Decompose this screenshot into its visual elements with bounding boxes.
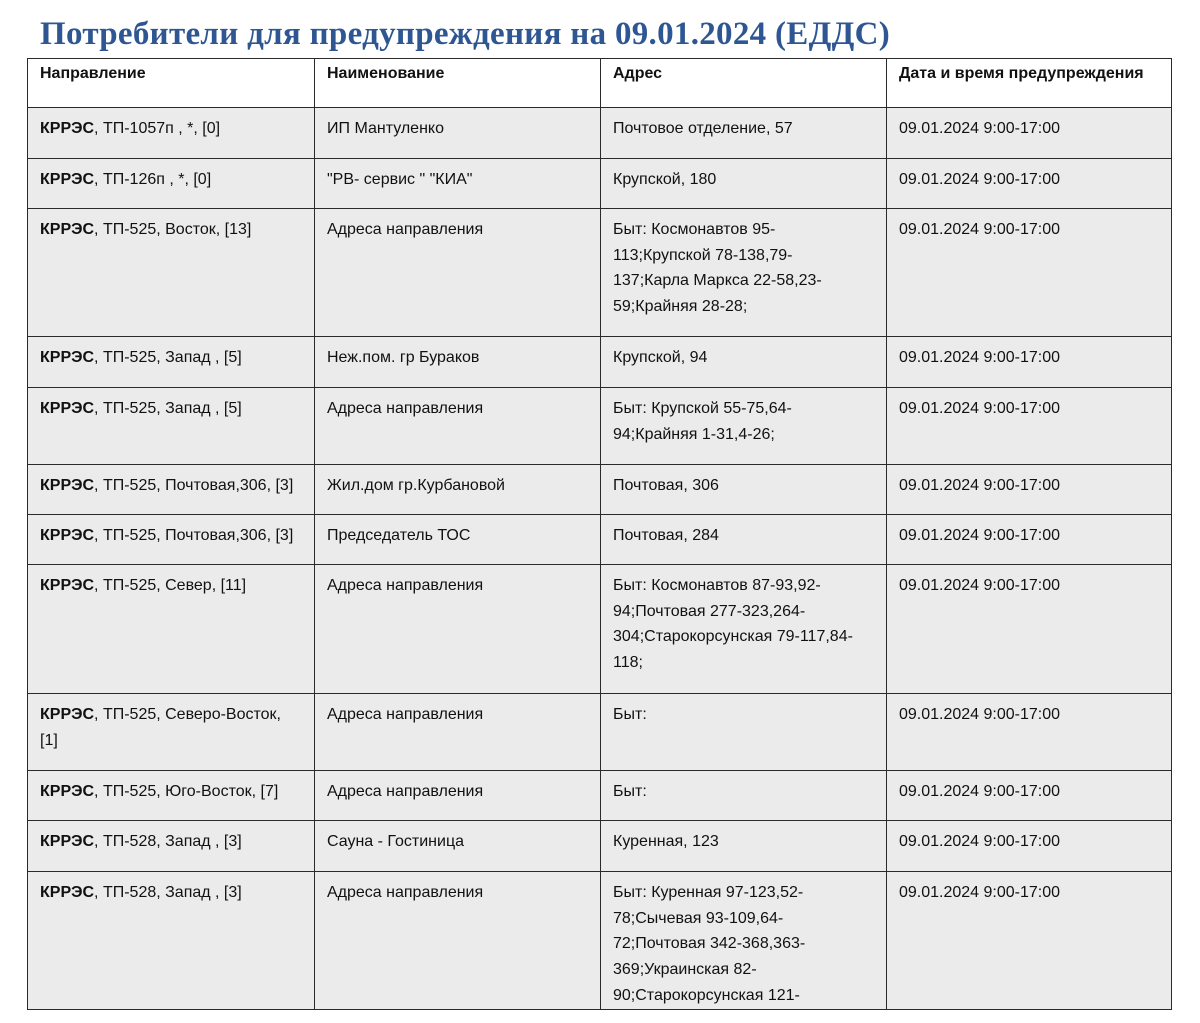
- direction-company: КРРЭС: [40, 833, 95, 850]
- direction-company: КРРЭС: [40, 783, 95, 800]
- cell-address: Быт:: [601, 771, 887, 821]
- direction-detail: , ТП-525, Юго-Восток, [7]: [94, 783, 279, 800]
- direction-company: КРРЭС: [40, 477, 95, 494]
- cell-datetime: 09.01.2024 9:00-17:00: [887, 465, 1172, 515]
- cell-direction: [28, 388, 315, 465]
- table-row: [28, 515, 1172, 565]
- table-body: [28, 108, 1172, 1010]
- cell-datetime: 09.01.2024 9:00-17:00: [887, 159, 1172, 209]
- direction-detail: , ТП-525, Восток, [13]: [94, 221, 252, 238]
- cell-address: Почтовое отделение, 57: [601, 108, 887, 159]
- cell-direction: [28, 872, 315, 1010]
- cell-datetime: 09.01.2024 9:00-17:00: [887, 872, 1172, 1010]
- cell-name: Сауна - Гостиница: [315, 821, 601, 872]
- cell-address: Куренная, 123: [601, 821, 887, 872]
- cell-datetime: 09.01.2024 9:00-17:00: [887, 515, 1172, 565]
- table-row: [28, 821, 1172, 872]
- cell-address: Быт: Крупской 55-75,64- 94;Крайняя 1-31,4-26;: [601, 388, 887, 465]
- table-row: [28, 388, 1172, 465]
- table-row: [28, 209, 1172, 337]
- cell-datetime: 09.01.2024 9:00-17:00: [887, 337, 1172, 388]
- direction-company: КРРЭС: [40, 706, 95, 723]
- direction-detail: , ТП-525, Север, [11]: [94, 577, 247, 594]
- column-header-datetime: Дата и время предупреждения: [887, 59, 1172, 108]
- direction-detail: , ТП-525, Запад , [5]: [94, 400, 242, 417]
- cell-datetime: 09.01.2024 9:00-17:00: [887, 771, 1172, 821]
- cell-address: Крупской, 180: [601, 159, 887, 209]
- table-header-row: [28, 59, 1172, 108]
- cell-datetime: 09.01.2024 9:00-17:00: [887, 821, 1172, 872]
- table-row: [28, 465, 1172, 515]
- direction-company: КРРЭС: [40, 171, 95, 188]
- cell-direction: [28, 771, 315, 821]
- cell-name: "РВ- сервис " "КИА": [315, 159, 601, 209]
- consumers-table: [27, 58, 1172, 1010]
- cell-name: Председатель ТОС: [315, 515, 601, 565]
- cell-direction: [28, 337, 315, 388]
- cell-address: Почтовая, 306: [601, 465, 887, 515]
- direction-company: КРРЭС: [40, 349, 95, 366]
- cell-datetime: 09.01.2024 9:00-17:00: [887, 209, 1172, 337]
- table-row: [28, 108, 1172, 159]
- cell-address: Быт: Куренная 97-123,52- 78;Сычевая 93-109,64- 72;Почтовая 342-368,363- 369;Украинская 82- 90;Старокорсунская 121-: [601, 872, 887, 1010]
- cell-direction: [28, 465, 315, 515]
- table-row: [28, 771, 1172, 821]
- table-row: [28, 872, 1172, 1010]
- cell-address: Быт: Космонавтов 87-93,92- 94;Почтовая 277-323,264- 304;Старокорсунская 79-117,84- 118;: [601, 565, 887, 694]
- direction-detail: , ТП-126п , *, [0]: [94, 171, 212, 188]
- cell-datetime: 09.01.2024 9:00-17:00: [887, 388, 1172, 465]
- cell-direction: [28, 821, 315, 872]
- table-row: [28, 159, 1172, 209]
- table-row: [28, 565, 1172, 694]
- cell-direction: [28, 159, 315, 209]
- cell-direction: [28, 209, 315, 337]
- cell-datetime: 09.01.2024 9:00-17:00: [887, 108, 1172, 159]
- cell-direction: [28, 108, 315, 159]
- cell-name: ИП Мантуленко: [315, 108, 601, 159]
- column-header-direction: Направление: [28, 59, 315, 108]
- direction-detail: , ТП-528, Запад , [3]: [94, 833, 242, 850]
- cell-address: Быт: Космонавтов 95- 113;Крупской 78-138,79- 137;Карла Маркса 22-58,23- 59;Крайняя 28-28;: [601, 209, 887, 337]
- column-header-name: Наименование: [315, 59, 601, 108]
- column-header-address: Адрес: [601, 59, 887, 108]
- table-row: [28, 694, 1172, 771]
- cell-name: Неж.пом. гр Бураков: [315, 337, 601, 388]
- direction-detail: , ТП-525, Почтовая,306, [3]: [94, 477, 294, 494]
- direction-detail: , ТП-525, Почтовая,306, [3]: [94, 527, 294, 544]
- page-title: Потребители для предупреждения на 09.01.2024 (ЕДДС): [40, 16, 891, 52]
- direction-detail: , ТП-1057п , *, [0]: [94, 120, 221, 137]
- cell-name: Адреса направления: [315, 565, 601, 694]
- cell-name: Адреса направления: [315, 694, 601, 771]
- cell-datetime: 09.01.2024 9:00-17:00: [887, 694, 1172, 771]
- cell-name: Адреса направления: [315, 872, 601, 1010]
- direction-company: КРРЭС: [40, 577, 95, 594]
- direction-detail: , ТП-525, Запад , [5]: [94, 349, 242, 366]
- cell-address: Быт:: [601, 694, 887, 771]
- direction-company: КРРЭС: [40, 884, 95, 901]
- direction-detail: , ТП-525, Северо-Восток, [1]: [40, 706, 281, 749]
- cell-direction: [28, 694, 315, 771]
- cell-address: Почтовая, 284: [601, 515, 887, 565]
- cell-datetime: 09.01.2024 9:00-17:00: [887, 565, 1172, 694]
- direction-company: КРРЭС: [40, 400, 95, 417]
- cell-name: Адреса направления: [315, 771, 601, 821]
- direction-company: КРРЭС: [40, 527, 95, 544]
- cell-name: Адреса направления: [315, 388, 601, 465]
- direction-detail: , ТП-528, Запад , [3]: [94, 884, 242, 901]
- direction-company: КРРЭС: [40, 120, 95, 137]
- direction-company: КРРЭС: [40, 221, 95, 238]
- cell-name: Адреса направления: [315, 209, 601, 337]
- cell-direction: [28, 565, 315, 694]
- cell-direction: [28, 515, 315, 565]
- cell-name: Жил.дом гр.Курбановой: [315, 465, 601, 515]
- table-row: [28, 337, 1172, 388]
- cell-address: Крупской, 94: [601, 337, 887, 388]
